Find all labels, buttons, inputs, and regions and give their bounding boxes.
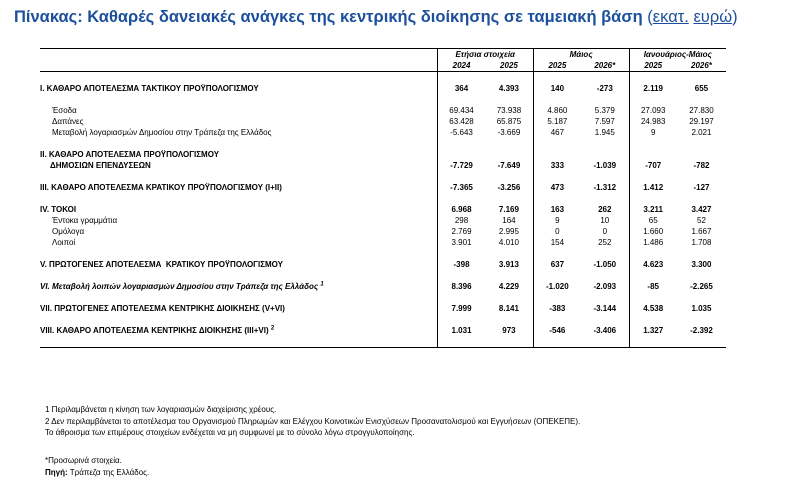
cell-value: 1.035 — [691, 304, 712, 313]
header-group-may: Μάιος — [533, 49, 629, 61]
budget-table — [40, 48, 726, 348]
cell-value: 52 — [697, 216, 706, 225]
row-label: Ομόλογα — [52, 227, 85, 236]
cell-value: 10 — [600, 216, 610, 225]
cell-value: 6.968 — [437, 204, 485, 215]
cell-value: 3.901 — [437, 237, 485, 248]
cell-value: 1.412 — [629, 182, 677, 193]
title-unit: (εκατ. ευρώ) — [647, 8, 738, 26]
header-group-annual: Ετήσια στοιχεία — [437, 49, 533, 61]
table-row — [40, 182, 726, 193]
cell-value: 29.197 — [689, 117, 714, 126]
cell-value: 0 — [602, 227, 608, 236]
cell-value: 65.875 — [496, 117, 522, 126]
source-value: Τράπεζα της Ελλάδος. — [67, 467, 150, 477]
table-row — [40, 127, 726, 138]
cell-value: 69.434 — [437, 105, 485, 116]
table-row — [40, 105, 726, 116]
cell-value: 7.169 — [498, 205, 519, 214]
cell-value: 2.119 — [629, 83, 677, 94]
row-label: Μεταβολή λογαριασμών Δημοσίου στην Τράπεζα της Ελλάδος — [52, 128, 272, 137]
table-row — [40, 83, 726, 94]
cell-value: 5.187 — [533, 116, 581, 127]
cell-value: -7.649 — [497, 161, 521, 170]
source-line — [45, 467, 149, 479]
cell-value: 252 — [598, 238, 612, 247]
cell-value: 1.031 — [437, 325, 485, 336]
table-row — [40, 149, 726, 160]
row-label-wrap — [40, 325, 437, 336]
row-label: Έσοδα — [52, 106, 77, 115]
cell-value: -2.392 — [690, 326, 713, 335]
note-2: 2 Δεν περιλαμβάνεται το αποτέλεσμα του Οργανισμού Πληρωμών και Ελέγχου Κοινοτικών Ενισχύσεων Προσανατολισμού και Εγγυήσεων (ΟΠΕΚΕΠΕ). — [45, 416, 581, 426]
header-year: 2025 — [629, 60, 677, 72]
cell-value: -5.643 — [437, 127, 485, 138]
cell-value: 473 — [533, 182, 581, 193]
cell-value: 3.913 — [498, 260, 519, 269]
cell-value: 637 — [533, 259, 581, 270]
source-label: Πηγή: — [45, 467, 68, 477]
note-1: 1 Περιλαμβάνεται η κίνηση των λογαριασμών διαχείρισης χρέους. — [45, 405, 277, 414]
row-label: Δαπάνες — [52, 117, 84, 126]
cell-value: 163 — [533, 204, 581, 215]
footnote-ref: 1 — [320, 281, 324, 288]
source-notes — [45, 455, 149, 478]
provisional-note: *Προσωρινά στοιχεία. — [45, 456, 122, 465]
table-notes — [45, 404, 580, 439]
row-label-wrap — [40, 281, 437, 292]
table-row — [40, 226, 726, 237]
row-label: II. ΚΑΘΑΡΟ ΑΠΟΤΕΛΕΣΜΑ ΠΡΟΫΠΟΛΟΓΙΣΜΟΥ — [40, 150, 220, 159]
cell-value: -782 — [693, 161, 710, 170]
note-rounding: Το άθροισμα των επιμέρους στοιχείων ενδέχεται να μη συμφωνεί με το σύνολο λόγω στρογγυλοποίησης. — [45, 428, 415, 437]
header-group-jan-may: Ιανουάριος-Μάιος — [629, 49, 726, 61]
cell-value: 2.995 — [498, 227, 519, 236]
row-label: I. ΚΑΘΑΡΟ ΑΠΟΤΕΛΕΣΜΑ ΤΑΚΤΙΚΟΥ ΠΡΟΫΠΟΛΟΓΙΣΜΟΥ — [40, 84, 259, 93]
cell-value: 4.623 — [629, 259, 677, 270]
cell-value: 4.010 — [498, 238, 519, 247]
cell-value: 2.769 — [437, 226, 485, 237]
title-unit-a: εκατ. — [652, 8, 689, 26]
cell-value: 1.667 — [691, 227, 712, 236]
table-row — [40, 204, 726, 215]
cell-value: -3.669 — [497, 128, 521, 137]
cell-value: -546 — [533, 325, 581, 336]
cell-value: 1.327 — [629, 325, 677, 336]
cell-value: 63.428 — [437, 116, 485, 127]
cell-value: -1.039 — [593, 161, 617, 170]
cell-value: 7.597 — [594, 117, 615, 126]
table-row — [40, 215, 726, 226]
cell-value: 164 — [502, 216, 516, 225]
cell-value: 655 — [694, 84, 709, 93]
cell-value: -398 — [437, 259, 485, 270]
cell-value: 24.983 — [629, 116, 677, 127]
cell-value: 2.021 — [691, 128, 712, 137]
cell-value: -1.312 — [593, 183, 617, 192]
cell-value: -3.406 — [593, 326, 617, 335]
row-label-cont: ΔΗΜΟΣΙΩΝ ΕΠΕΝΔΥΣΕΩΝ — [50, 161, 151, 170]
table-title — [14, 8, 738, 27]
cell-value: 8.141 — [498, 304, 519, 313]
cell-value: 4.860 — [533, 105, 581, 116]
cell-value: 9 — [629, 127, 677, 138]
row-label: V. ΠΡΩΤΟΓΕΝΕΣ ΑΠΟΤΕΛΕΣΜΑ ΚΡΑΤΙΚΟΥ ΠΡΟΫΠΟΛΟΓΙΣΜΟΥ — [40, 260, 284, 269]
row-label: Έντοκα γραμμάτια — [52, 216, 118, 225]
header-year: 2025 — [533, 60, 581, 72]
cell-value: 973 — [502, 326, 516, 335]
row-label: VIII. ΚΑΘΑΡΟ ΑΠΟΤΕΛΕΣΜΑ ΚΕΝΤΡΙΚΗΣ ΔΙΟΙΚΗΣΗΣ (III+VI) — [40, 326, 269, 335]
footnote-ref: 2 — [270, 325, 275, 332]
table-row — [40, 281, 726, 292]
cell-value: 27.093 — [629, 105, 677, 116]
cell-value: 262 — [598, 205, 612, 214]
cell-value: 467 — [533, 127, 581, 138]
row-label: Λοιποί — [52, 238, 76, 247]
row-label: VI. Μεταβολή λοιπών λογαριασμών Δημοσίου στην Τράπεζα της Ελλάδος — [40, 282, 319, 291]
cell-value: 1.945 — [594, 128, 615, 137]
cell-value: -707 — [629, 160, 677, 171]
cell-value: 4.538 — [629, 303, 677, 314]
cell-value: -3.256 — [497, 183, 521, 192]
cell-value: 4.229 — [498, 282, 519, 291]
cell-value: 0 — [533, 226, 581, 237]
cell-value: 3.211 — [629, 204, 677, 215]
cell-value: -7.365 — [437, 182, 485, 193]
row-label: IV. ΤΟΚΟΙ — [40, 205, 77, 214]
header-year: 2025 — [485, 60, 533, 72]
cell-value: 3.427 — [691, 205, 712, 214]
cell-value: -7.729 — [437, 160, 485, 171]
cell-value: 9 — [533, 215, 581, 226]
title-unit-b: ευρώ — [693, 8, 733, 26]
cell-value: -127 — [693, 183, 710, 192]
header-years-row — [40, 60, 726, 72]
header-year: 2024 — [437, 60, 485, 72]
table-row — [40, 303, 726, 314]
cell-value: 4.393 — [498, 84, 519, 93]
cell-value: 8.396 — [437, 281, 485, 292]
row-label: III. ΚΑΘΑΡΟ ΑΠΟΤΕΛΕΣΜΑ ΚΡΑΤΙΚΟΥ ΠΡΟΫΠΟΛΟΓΙΣΜΟΥ (I+II) — [40, 183, 282, 192]
table-row — [40, 160, 726, 171]
cell-value: 364 — [437, 83, 485, 94]
cell-value: 154 — [533, 237, 581, 248]
header-groups-row — [40, 49, 726, 61]
cell-value: 3.300 — [691, 260, 712, 269]
cell-value: -3.144 — [593, 304, 617, 313]
cell-value: 5.379 — [594, 106, 615, 115]
cell-value: 140 — [533, 83, 581, 94]
cell-value: 65 — [629, 215, 677, 226]
table-row — [40, 237, 726, 248]
cell-value: 1.660 — [629, 226, 677, 237]
cell-value: 73.938 — [496, 106, 522, 115]
cell-value: 7.999 — [437, 303, 485, 314]
cell-value: 298 — [437, 215, 485, 226]
cell-value: -85 — [629, 281, 677, 292]
cell-value: 27.830 — [689, 106, 714, 115]
header-year: 2026* — [581, 60, 629, 72]
table-row — [40, 325, 726, 336]
table-row — [40, 259, 726, 270]
row-label: VII. ΠΡΩΤΟΓΕΝΕΣ ΑΠΟΤΕΛΕΣΜΑ ΚΕΝΤΡΙΚΗΣ ΔΙΟΙΚΗΣΗΣ (V+VI) — [40, 304, 285, 313]
header-year: 2026* — [677, 60, 726, 72]
cell-value: -1.020 — [533, 281, 581, 292]
cell-value: 1.708 — [691, 238, 712, 247]
cell-value: 1.486 — [629, 237, 677, 248]
cell-value: -273 — [596, 84, 613, 93]
cell-value: -1.050 — [593, 260, 617, 269]
cell-value: 333 — [533, 160, 581, 171]
table-row — [40, 116, 726, 127]
title-main: Πίνακας: Καθαρές δανειακές ανάγκες της κεντρικής διοίκησης σε ταμειακή βάση — [14, 8, 643, 26]
cell-value: -2.093 — [593, 282, 617, 291]
cell-value: -2.265 — [690, 282, 713, 291]
cell-value: -383 — [533, 303, 581, 314]
